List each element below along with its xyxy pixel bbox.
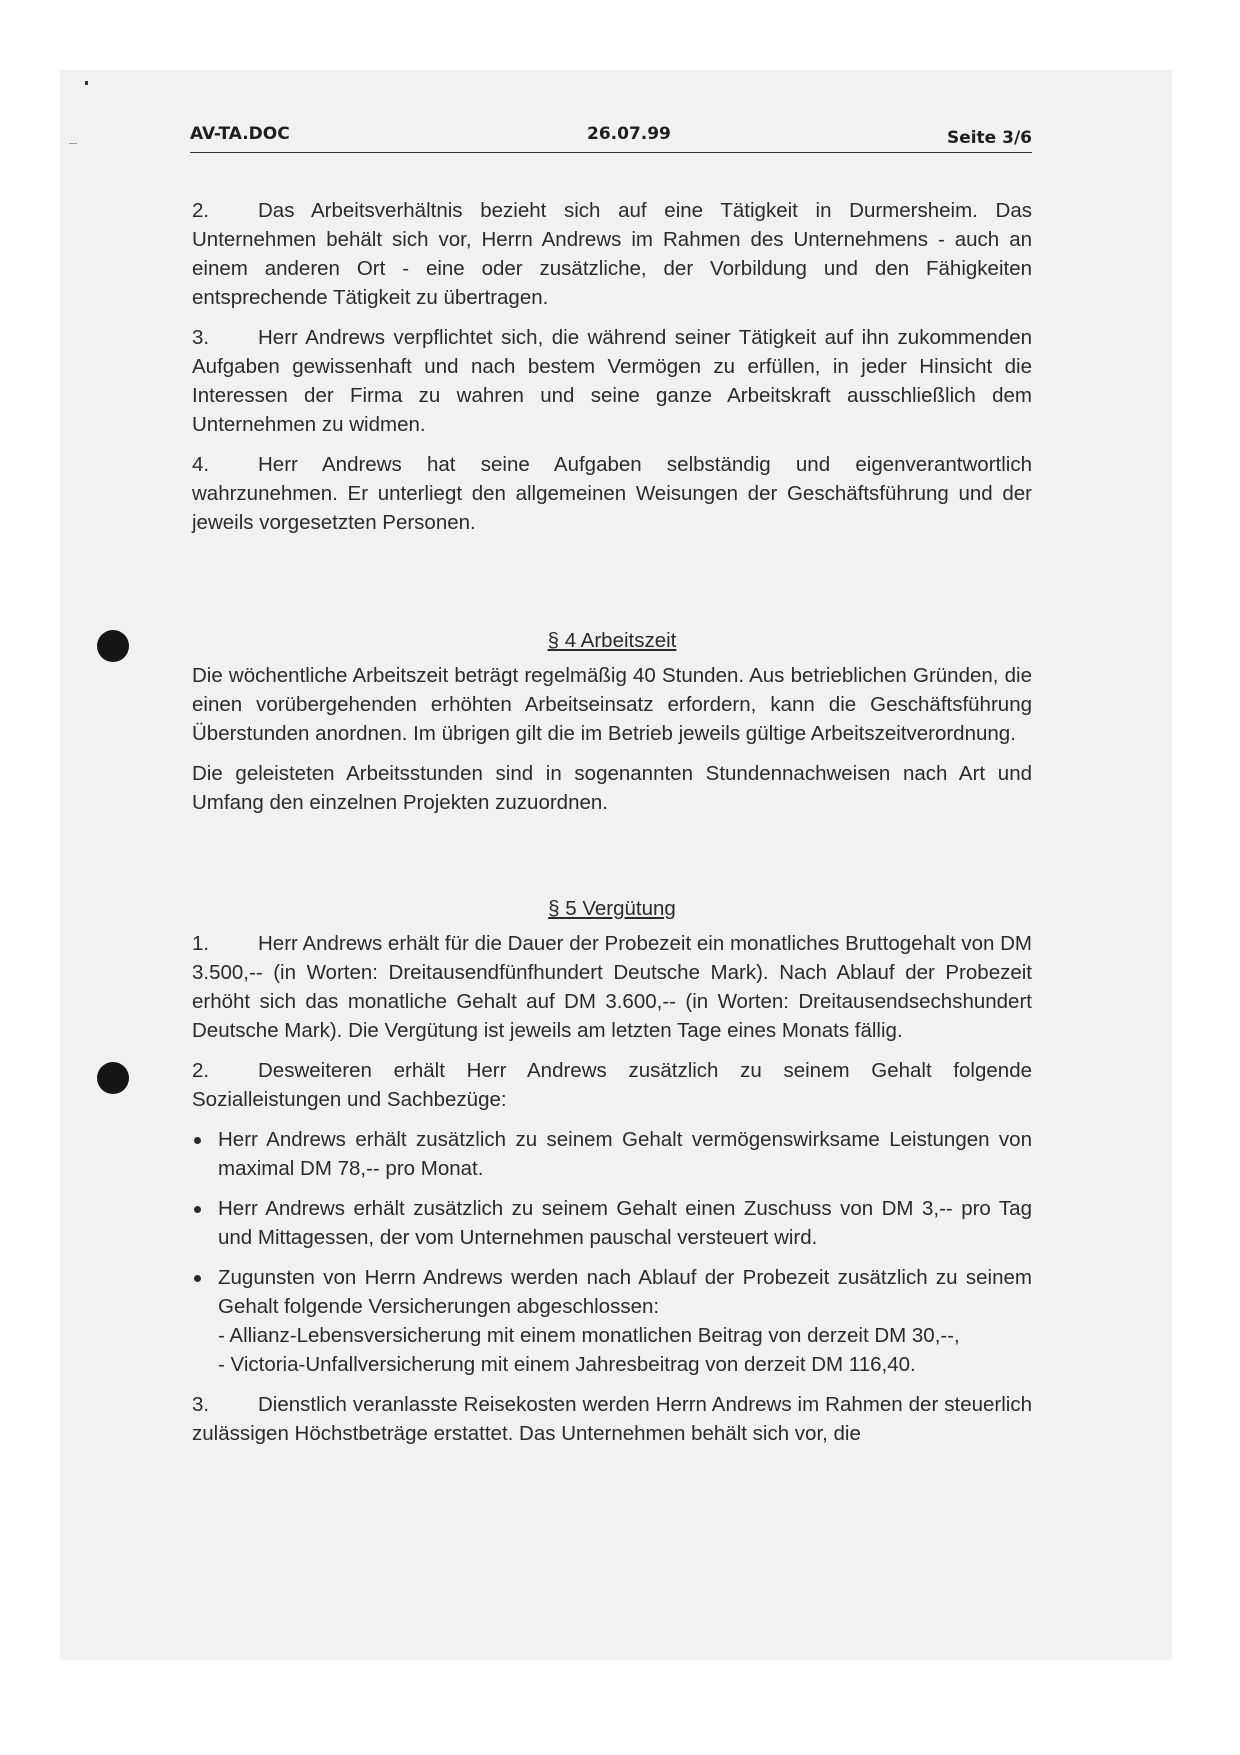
bullet-icon (194, 1206, 201, 1213)
verguetung-paragraph-1 (192, 929, 1032, 1045)
verguetung-paragraph-3 (192, 1390, 1032, 1448)
paragraph-text: Herr Andrews hat seine Aufgaben selbständig und eigenverantwortlich wahrzunehmen. Er unterliegt den allgemeinen Weisungen der Geschäftsführung und der jeweils vorgesetzten Personen. (192, 453, 1032, 534)
paragraph-text: Herr Andrews erhält für die Dauer der Probezeit ein monatliches Bruttogehalt von DM 3.500,-- (in Worten: Dreitausendfünfhundert Deutsche Mark). Nach Ablauf der Probezeit erhöht sich das monatliche Gehalt auf DM 3.600,-- (in Worten: Dreitausendsechshundert Deutsche Mark). Die Vergütung ist jeweils am letzten Tage eines Monats fällig. (192, 932, 1032, 1042)
list-item (192, 1194, 1032, 1252)
paragraph-number: 3. (192, 1393, 210, 1416)
paragraph-text: Desweiteren erhält Herr Andrews zusätzlich zu seinem Gehalt folgende Sozialleistungen und Sachbezüge: (192, 1059, 1032, 1111)
insurance-line-1: - Allianz-Lebensversicherung mit einem monatlichen Beitrag von derzeit DM 30,--, (218, 1324, 960, 1347)
arbeitszeit-paragraph-2: Die geleisteten Arbeitsstunden sind in sogenannten Stundennachweisen nach Art und Umfang den einzelnen Projekten zuzuordnen. (192, 762, 1032, 814)
paragraph-2 (192, 196, 1032, 312)
list-item-text: Herr Andrews erhält zusätzlich zu seinem Gehalt einen Zuschuss von DM 3,-- pro Tag und Mittagessen, der vom Unternehmen pauschal versteuert wird. (218, 1197, 1032, 1249)
punch-hole-bottom (97, 1062, 129, 1094)
list-item (192, 1125, 1032, 1183)
document-body (192, 196, 1032, 1459)
paragraph-text: Dienstlich veranlasste Reisekosten werden Herrn Andrews im Rahmen der steuerlich zulässigen Höchstbeträge erstattet. Das Unternehmen behält sich vor, die (192, 1393, 1032, 1445)
list-item (192, 1263, 1032, 1379)
scan-mark (69, 143, 77, 144)
list-item-text: Zugunsten von Herrn Andrews werden nach Ablauf der Probezeit zusätzlich zu seinem Gehalt folgende Versicherungen abgeschlossen: (218, 1266, 1032, 1318)
punch-hole-top (97, 630, 129, 662)
spacer (192, 828, 1032, 894)
paragraph-number: 2. (192, 199, 210, 222)
insurance-line-2: - Victoria-Unfallversicherung mit einem Jahresbeitrag von derzeit DM 116,40. (218, 1353, 916, 1376)
paragraph-text: Das Arbeitsverhältnis bezieht sich auf eine Tätigkeit in Durmersheim. Das Unternehmen behält sich vor, Herrn Andrews im Rahmen des Unternehmens - auch an einem anderen Ort - eine oder zusätzliche, der Vorbildung und den Fähigkeiten entsprechende Tätigkeit zu übertragen. (192, 199, 1032, 309)
verguetung-paragraph-2 (192, 1056, 1032, 1114)
paragraph-number: 2. (192, 1059, 210, 1082)
bullet-icon (194, 1275, 201, 1282)
paragraph-4 (192, 450, 1032, 537)
paragraph-number: 3. (192, 326, 210, 349)
header-filename: AV-TA.DOC (190, 124, 290, 144)
section-title-verguetung: § 5 Vergütung (548, 897, 676, 920)
paragraph-number: 4. (192, 453, 210, 476)
section-title-arbeitszeit: § 4 Arbeitszeit (547, 629, 677, 652)
scan-speck (85, 81, 88, 85)
header-page-number: Seite 3/6 (946, 128, 1032, 148)
paragraph-text: Herr Andrews verpflichtet sich, die während seiner Tätigkeit auf ihn zukommenden Aufgaben gewissenhaft und nach bestem Vermögen zu erfüllen, in jeder Hinsicht die Interessen der Firma zu wahren und seine ganze Arbeitskraft ausschließlich dem Unternehmen zu widmen. (192, 326, 1032, 436)
list-item-text: Herr Andrews erhält zusätzlich zu seinem Gehalt vermögenswirksame Leistungen von maximal DM 78,-- pro Monat. (218, 1128, 1032, 1180)
page-header (190, 118, 1032, 153)
spacer (192, 548, 1032, 626)
paragraph-number: 1. (192, 932, 210, 955)
arbeitszeit-paragraph-1: Die wöchentliche Arbeitszeit beträgt regelmäßig 40 Stunden. Aus betrieblichen Gründen, die einen vorübergehenden erhöhten Arbeitseinsatz erfordern, kann die Geschäftsführung Überstunden anordnen. Im übrigen gilt die im Betrieb jeweils gültige Arbeitszeitverordnung. (192, 664, 1032, 745)
paragraph-3 (192, 323, 1032, 439)
bullet-icon (194, 1137, 201, 1144)
benefits-list (192, 1125, 1032, 1379)
header-date: 26.07.99 (587, 124, 671, 144)
